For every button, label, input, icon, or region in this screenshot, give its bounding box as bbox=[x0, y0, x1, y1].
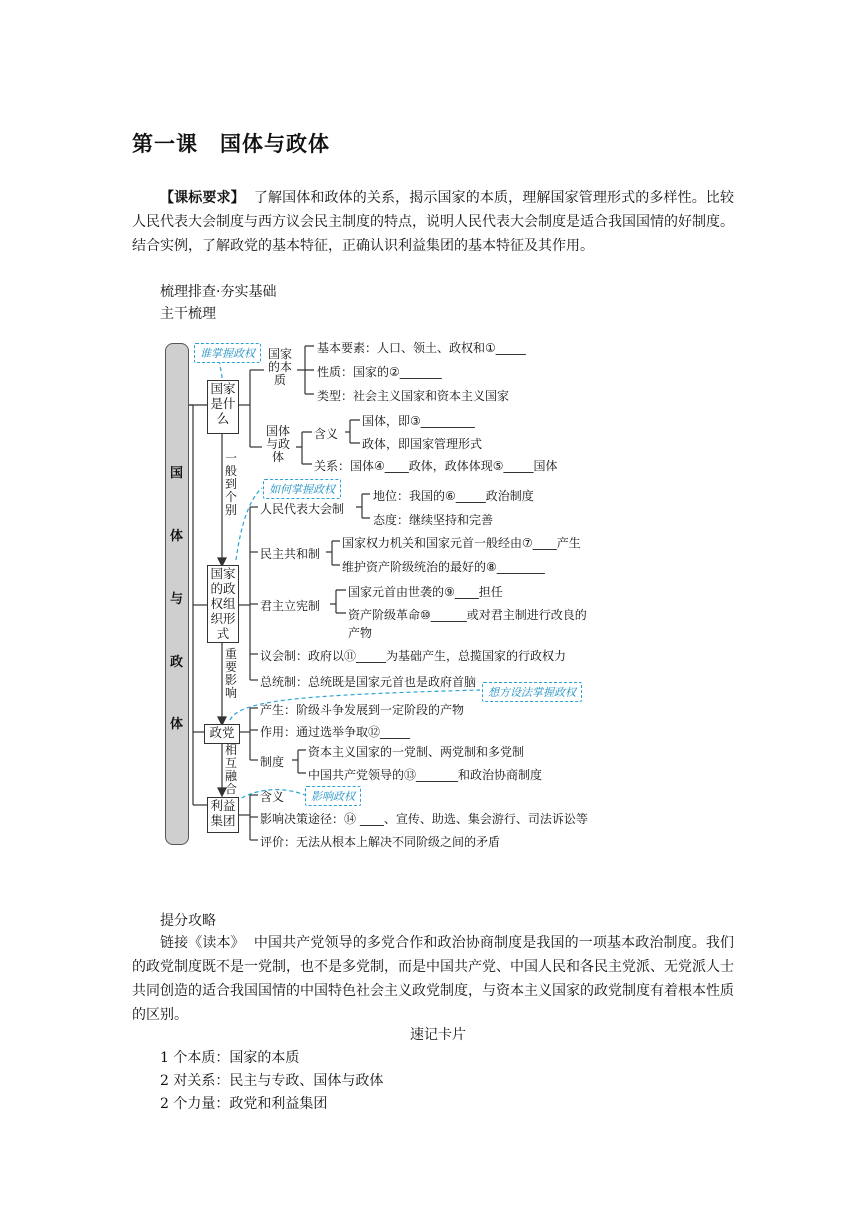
minzhu-head: 民主共和制 bbox=[260, 547, 321, 561]
box-what-is-state: 国家是什么 bbox=[207, 380, 239, 434]
guoti-meaning: 含义 bbox=[314, 427, 339, 441]
box-state-organization: 国家的政权组织形式 bbox=[207, 565, 239, 643]
renda-item-2: 态度：继续坚持和完善 bbox=[373, 513, 494, 527]
tips-heading: 提分攻略 bbox=[160, 913, 216, 929]
tips-link-label: 链接《读本》 bbox=[160, 935, 245, 951]
connector-mutual-integration: 相互融合 bbox=[224, 743, 237, 796]
requirements-label: 【课标要求】 bbox=[160, 190, 245, 206]
guoti-head: 国体与政体 bbox=[265, 424, 290, 464]
nature-item-2: 性质：国家的②_______ bbox=[317, 365, 442, 379]
section-heading: 梳理排查·夯实基础 bbox=[160, 284, 277, 300]
tips-link-text: 中国共产党领导的多党合作和政治协商制度是我国的一项基本政治制度。我们的政党制度既不是一党制，也不是多党制，而是中国共产党、中国人民和各民主党派、无党派人士共同创造的适合我国国情的中国特色社会主义政党制度，与资本主义国家的政党制度有着根本性质的区别。 bbox=[132, 935, 735, 1023]
minzhu-item-2: 维护资产阶级统治的最好的⑧________ bbox=[342, 560, 545, 574]
group-evaluation: 评价：无法从根本上解决不同阶级之间的矛盾 bbox=[260, 835, 501, 849]
party-role: 作用：通过选举争取⑫_____ bbox=[260, 725, 411, 739]
sub-heading: 主干梳理 bbox=[160, 306, 216, 322]
page-title: 第一课 国体与政体 bbox=[132, 132, 330, 156]
card-title: 速记卡片 bbox=[410, 1027, 466, 1043]
guoti-meaning-2: 政体，即国家管理形式 bbox=[362, 437, 483, 451]
note-influence-power: 影响政权 bbox=[305, 786, 361, 806]
junzhu-head: 君主立宪制 bbox=[260, 599, 321, 613]
guoti-meaning-1: 国体，即③_________ bbox=[362, 414, 475, 428]
card-item-1: 1 个本质：国家的本质 bbox=[160, 1050, 300, 1066]
note-seek-power: 想方设法掌握政权 bbox=[482, 682, 582, 702]
group-influence-channels: 影响决策途径：⑭ ____、宣传、助选、集会游行、司法诉讼等 bbox=[260, 812, 588, 826]
note-how-hold-power: 如何掌握政权 bbox=[263, 479, 341, 499]
renda-head: 人民代表大会制 bbox=[260, 502, 345, 516]
nature-head: 国家的本质 bbox=[267, 347, 292, 387]
box-political-party: 政党 bbox=[204, 724, 240, 744]
tips-paragraph bbox=[132, 931, 734, 1027]
spine-char-3: 与 bbox=[170, 592, 184, 607]
renda-item-1: 地位：我国的⑥_____政治制度 bbox=[373, 489, 534, 503]
box-interest-group: 利益集团 bbox=[207, 797, 239, 833]
junzhu-item-3: 产物 bbox=[348, 626, 373, 640]
junzhu-item-2: 资产阶级革命⑩______或对君主制进行改良的 bbox=[348, 608, 587, 622]
group-meaning: 含义 bbox=[260, 790, 285, 804]
guoti-relation: 关系：国体④____政体，政体体现⑤_____国体 bbox=[314, 459, 558, 473]
nature-item-1: 基本要素：人口、领土、政权和①_____ bbox=[317, 341, 526, 355]
spine-char-5: 体 bbox=[170, 717, 184, 732]
card-item-3: 2 个力量：政党和利益集团 bbox=[160, 1096, 328, 1112]
junzhu-item-1: 国家元首由世袭的⑨____担任 bbox=[348, 585, 503, 599]
party-origin: 产生：阶级斗争发展到一定阶段的产物 bbox=[260, 703, 465, 717]
party-system: 制度 bbox=[260, 755, 285, 769]
minzhu-item-1: 国家权力机关和国家元首一般经由⑦____产生 bbox=[342, 536, 581, 550]
spine-char-1: 国 bbox=[170, 466, 184, 481]
requirements-text: 了解国体和政体的关系，揭示国家的本质，理解国家管理形式的多样性。比较人民代表大会制度与西方议会民主制度的特点，说明人民代表大会制度是适合我国国情的好制度。结合实例，了解政党的基本特征，正确认识利益集团的基本特征及其作用。 bbox=[132, 190, 735, 254]
party-system-2: 中国共产党领导的⑬_______和政治协商制度 bbox=[308, 768, 543, 782]
connector-general-to-specific: 一般到个别 bbox=[224, 451, 237, 517]
spine-char-2: 体 bbox=[170, 529, 184, 544]
card-item-2: 2 对关系：民主与专政、国体与政体 bbox=[160, 1073, 384, 1089]
nature-item-3: 类型：社会主义国家和资本主义国家 bbox=[317, 389, 510, 403]
note-who-holds-power: 谁掌握政权 bbox=[194, 343, 261, 363]
parliamentary-system: 议会制：政府以⑪_____为基础产生，总揽国家的行政权力 bbox=[260, 649, 567, 663]
connector-important-influence: 重要影响 bbox=[224, 647, 237, 700]
party-system-1: 资本主义国家的一党制、两党制和多党制 bbox=[308, 745, 525, 759]
presidential-system: 总统制：总统既是国家元首也是政府首脑 bbox=[260, 675, 477, 689]
spine-char-4: 政 bbox=[170, 655, 184, 670]
